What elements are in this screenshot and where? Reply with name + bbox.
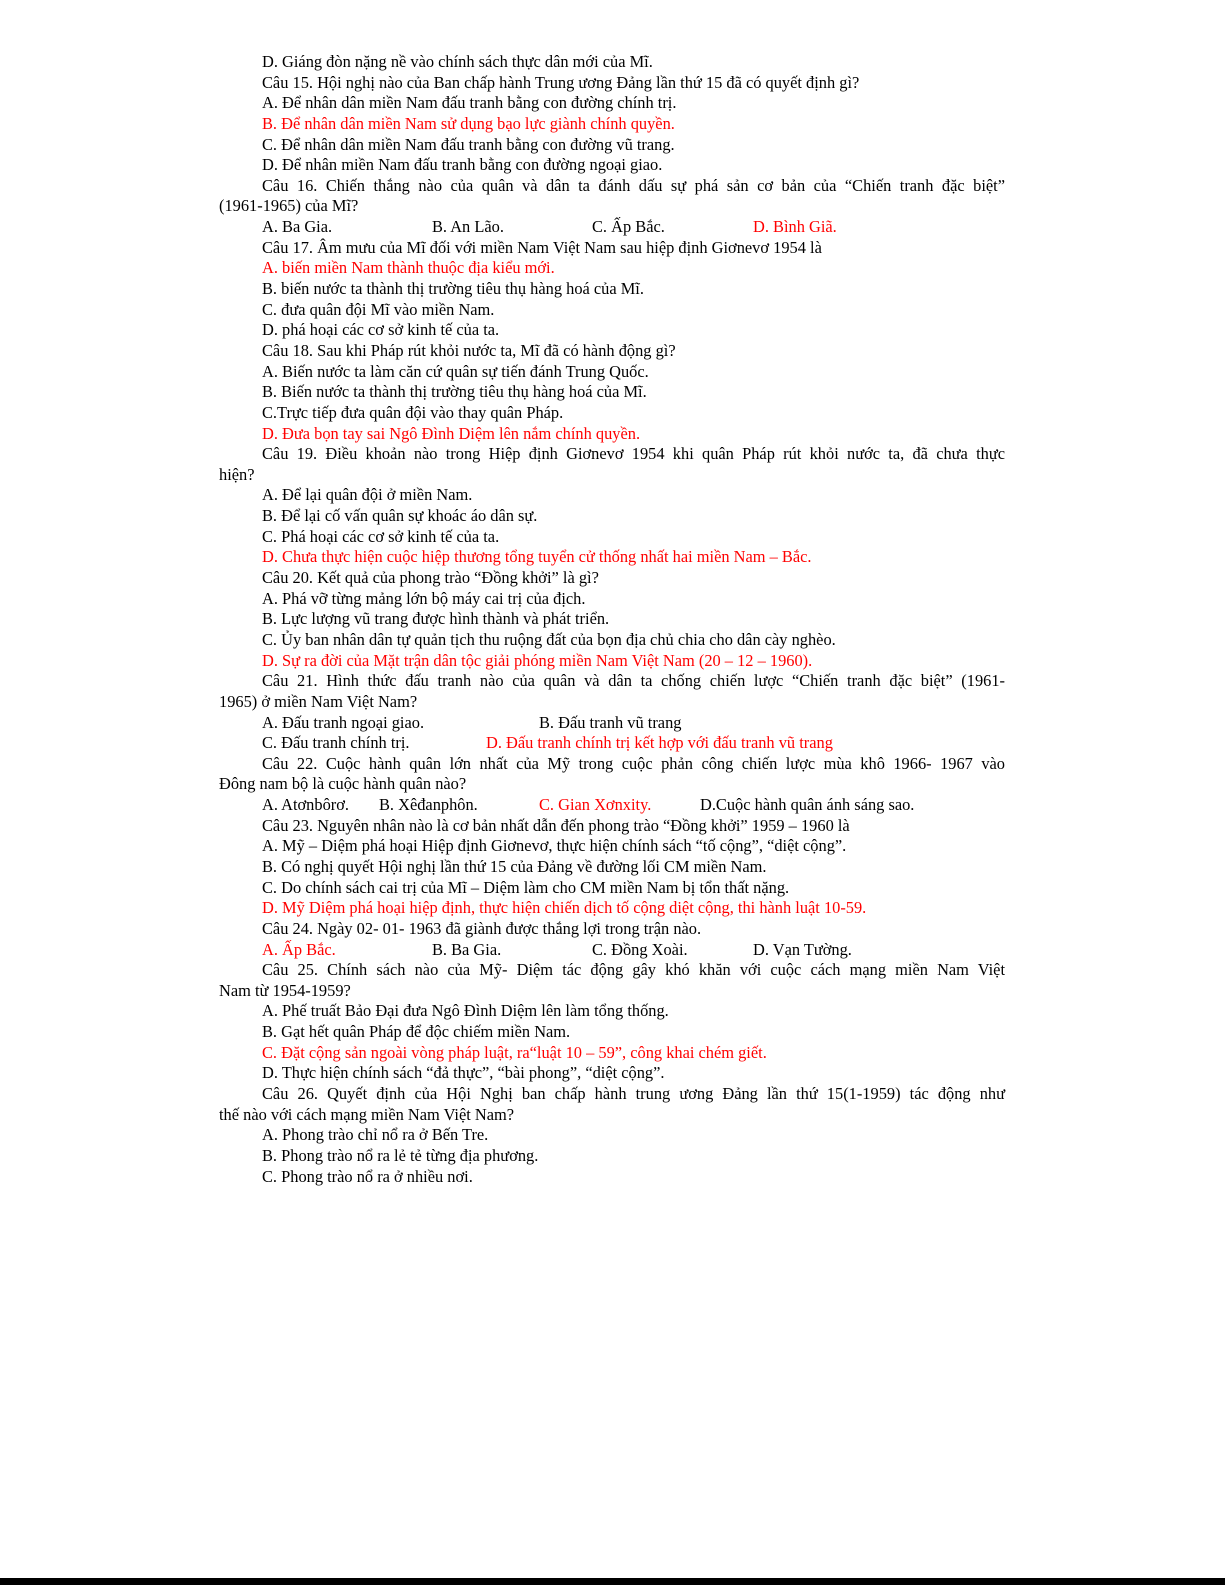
q25-option-d: D. Thực hiện chính sách “đả thực”, “bài phong”, “diệt cộng”. xyxy=(262,1063,665,1083)
q25-option-c-correct: C. Đặt cộng sản ngoài vòng pháp luật, ra“luật 10 – 59”, công khai chém giết. xyxy=(262,1042,767,1062)
q24-option-d: D. Vạn Tường. xyxy=(753,939,852,959)
q16-option-d-correct: D. Bình Giã. xyxy=(753,217,837,237)
q18-question: Câu 18. Sau khi Pháp rút khỏi nước ta, Mĩ đã có hành động gì? xyxy=(262,340,676,360)
q22-options-row xyxy=(219,795,1005,816)
q21-question-line2: 1965) ở miền Nam Việt Nam? xyxy=(219,691,418,711)
q17-question: Câu 17. Âm mưu của Mĩ đối với miền Nam Việt Nam sau hiệp định Giơnevơ 1954 là xyxy=(262,237,822,257)
q26-option-a: A. Phong trào chỉ nổ ra ở Bến Tre. xyxy=(262,1125,489,1145)
q26-question-line1: Câu 26. Quyết định của Hội Nghị ban chấp hành trung ương Đảng lần thứ 15(1-1959) tác động như xyxy=(262,1084,1005,1104)
q18-option-a: A. Biến nước ta làm căn cứ quân sự tiến đánh Trung Quốc. xyxy=(262,361,649,381)
q26-option-b: B. Phong trào nổ ra lẻ tẻ từng địa phương. xyxy=(262,1145,539,1165)
q18-option-b: B. Biến nước ta thành thị trường tiêu thụ hàng hoá của Mĩ. xyxy=(262,382,647,402)
q25-option-b: B. Gạt hết quân Pháp để độc chiếm miền Nam. xyxy=(262,1022,571,1042)
q22-question-line2: Đông nam bộ là cuộc hành quân nào? xyxy=(219,774,467,794)
q26-question-line2: thế nào với cách mạng miền Nam Việt Nam? xyxy=(219,1104,515,1124)
q19-question-line2: hiện? xyxy=(219,464,255,484)
q23-option-a: A. Mỹ – Diệm phá hoại Hiệp định Giơnevơ, thực hiện chính sách “tố cộng”, “diệt cộng”. xyxy=(262,836,847,856)
q14-option-d: D. Giáng đòn nặng nề vào chính sách thực dân mới của Mĩ. xyxy=(262,52,653,71)
q25-question-line1: Câu 25. Chính sách nào của Mỹ- Diệm tác động gây khó khăn với cuộc cách mạng miền Nam Việt xyxy=(262,960,1005,980)
q15-option-a: A. Để nhân dân miền Nam đấu tranh bằng con đường chính trị. xyxy=(262,93,677,113)
q24-option-a-correct: A. Ấp Bắc. xyxy=(262,939,336,959)
q21-option-a: A. Đấu tranh ngoại giao. xyxy=(262,712,425,732)
q23-option-b: B. Có nghị quyết Hội nghị lần thứ 15 của Đảng về đường lối CM miền Nam. xyxy=(262,856,767,876)
q22-option-d: D.Cuộc hành quân ánh sáng sao. xyxy=(700,795,915,815)
q17-option-b: B. biến nước ta thành thị trường tiêu thụ hàng hoá của Mĩ. xyxy=(262,279,644,299)
page-bottom-border xyxy=(0,1578,1225,1585)
q21-option-c: C. Đấu tranh chính trị. xyxy=(262,733,410,753)
q20-option-c: C. Ủy ban nhân dân tự quản tịch thu ruộng đất của bọn địa chủ chia cho dân cày nghèo. xyxy=(262,629,836,649)
q25-option-a: A. Phế truất Bảo Đại đưa Ngô Đình Diệm lên làm tổng thống. xyxy=(262,1001,669,1021)
q24-option-b: B. Ba Gia. xyxy=(432,939,502,959)
q19-question-line1: Câu 19. Điều khoản nào trong Hiệp định Giơnevơ 1954 khi quân Pháp rút khỏi nước ta, đã chưa thực xyxy=(262,444,1005,464)
q21-question-line1: Câu 21. Hình thức đấu tranh nào của quân và dân ta chống chiến lược “Chiến tranh đặc biệt” (1961- xyxy=(262,671,1005,691)
q16-options-row xyxy=(219,217,1005,238)
q21-option-d-correct: D. Đấu tranh chính trị kết hợp với đấu tranh vũ trang xyxy=(486,733,833,753)
q22-option-a: A. Atơnbôrơ. xyxy=(262,795,349,815)
q24-option-c: C. Đồng Xoài. xyxy=(592,939,688,959)
q21-options-row-1 xyxy=(219,713,1005,734)
q16-option-a: A. Ba Gia. xyxy=(262,217,333,237)
q18-option-d-correct: D. Đưa bọn tay sai Ngô Đình Diệm lên nắm chính quyền. xyxy=(262,423,641,443)
q15-option-d: D. Để nhân miền Nam đấu tranh bằng con đường ngoại giao. xyxy=(262,155,663,175)
q15-option-c: C. Để nhân dân miền Nam đấu tranh bằng con đường vũ trang. xyxy=(262,134,675,154)
q19-option-a: A. Để lại quân đội ở miền Nam. xyxy=(262,485,473,505)
q20-question: Câu 20. Kết quả của phong trào “Đồng khởi” là gì? xyxy=(262,568,599,588)
q21-option-b: B. Đấu tranh vũ trang xyxy=(539,712,682,732)
q19-option-b: B. Để lại cố vấn quân sự khoác áo dân sự. xyxy=(262,506,538,526)
q22-option-b: B. Xêđanphôn. xyxy=(379,795,478,815)
q24-options-row xyxy=(219,940,1005,961)
q16-option-c: C. Ấp Bắc. xyxy=(592,217,665,237)
q17-option-d: D. phá hoại các cơ sở kinh tế của ta. xyxy=(262,320,500,340)
q25-question-line2: Nam từ 1954-1959? xyxy=(219,980,351,1000)
q20-option-d-correct: D. Sự ra đời của Mặt trận dân tộc giải phóng miền Nam Việt Nam (20 – 12 – 1960). xyxy=(262,650,813,670)
q16-option-b: B. An Lão. xyxy=(432,217,504,237)
q26-option-c: C. Phong trào nổ ra ở nhiều nơi. xyxy=(262,1166,473,1186)
q19-option-d-correct: D. Chưa thực hiện cuộc hiệp thương tổng tuyển cử thống nhất hai miền Nam – Bắc. xyxy=(262,547,812,567)
q21-options-row-2 xyxy=(219,733,1005,754)
q22-option-c-correct: C. Gian Xơnxity. xyxy=(539,795,652,815)
q22-question-line1: Câu 22. Cuộc hành quân lớn nhất của Mỹ trong cuộc phản công chiến lược mùa khô 1966- 1967 vào xyxy=(262,753,1005,773)
q19-option-c: C. Phá hoại các cơ sở kinh tế của ta. xyxy=(262,526,500,546)
q23-option-c: C. Do chính sách cai trị của Mĩ – Diệm làm cho CM miền Nam bị tổn thất nặng. xyxy=(262,877,790,897)
q15-option-b-correct: B. Để nhân dân miền Nam sử dụng bạo lực giành chính quyền. xyxy=(262,113,675,133)
q15-question: Câu 15. Hội nghị nào của Ban chấp hành Trung ương Đảng lần thứ 15 đã có quyết định gì? xyxy=(262,72,860,92)
document-page xyxy=(219,52,1005,1187)
q24-question: Câu 24. Ngày 02- 01- 1963 đã giành được thắng lợi trong trận nào. xyxy=(262,918,702,938)
q18-option-c: C.Trực tiếp đưa quân đội vào thay quân Pháp. xyxy=(262,402,564,422)
q23-question: Câu 23. Nguyên nhân nào là cơ bản nhất dẫn đến phong trào “Đồng khởi” 1959 – 1960 là xyxy=(262,815,850,835)
q17-option-a-correct: A. biến miền Nam thành thuộc địa kiểu mới. xyxy=(262,258,555,278)
q16-question-line1: Câu 16. Chiến thắng nào của quân và dân ta đánh dấu sự phá sản cơ bản của “Chiến tranh đặc biệt” xyxy=(262,175,1005,195)
q16-question-line2: (1961-1965) của Mĩ? xyxy=(219,196,359,216)
q23-option-d-correct: D. Mỹ Diệm phá hoại hiệp định, thực hiện chiến dịch tố cộng diệt cộng, thi hành luật 10-59. xyxy=(262,898,867,918)
q20-option-a: A. Phá vỡ từng mảng lớn bộ máy cai trị của địch. xyxy=(262,588,586,608)
q17-option-c: C. đưa quân đội Mĩ vào miền Nam. xyxy=(262,299,495,319)
q20-option-b: B. Lực lượng vũ trang được hình thành và phát triển. xyxy=(262,609,610,629)
